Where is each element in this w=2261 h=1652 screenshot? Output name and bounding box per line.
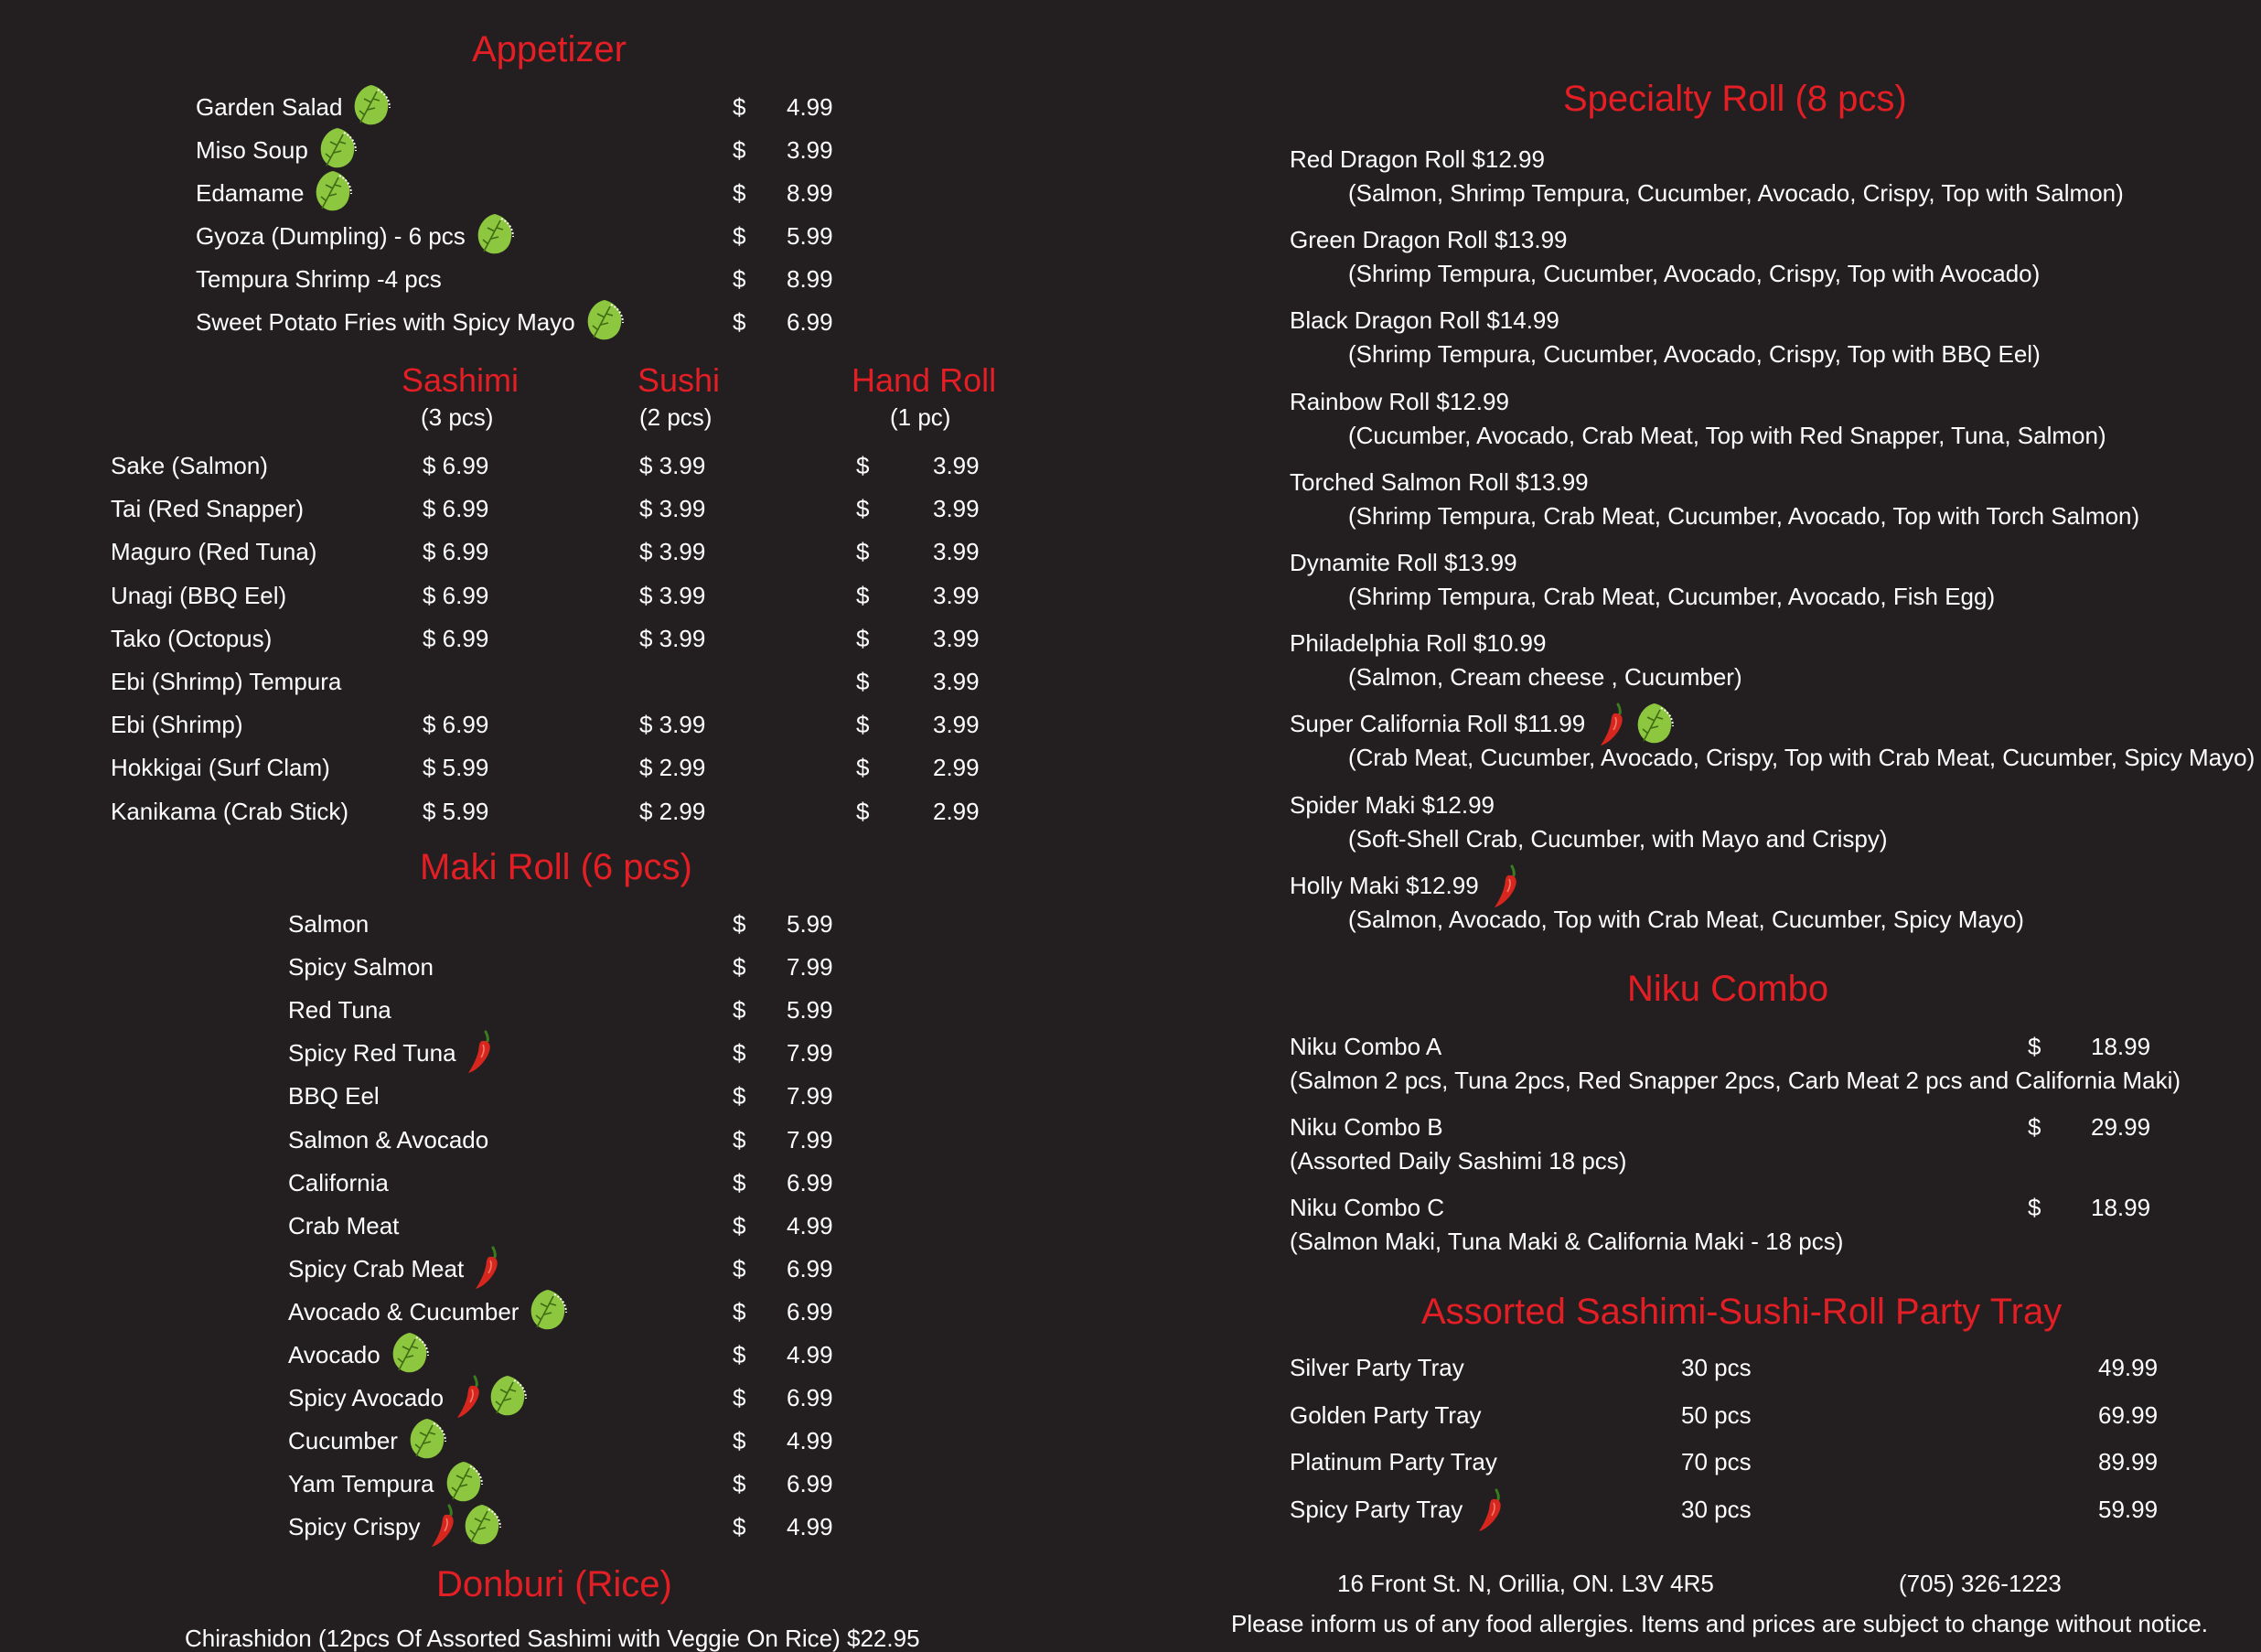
vegan-leaf-icon	[316, 125, 359, 171]
dollar-sign: $	[733, 1513, 746, 1541]
item-description: (Cucumber, Avocado, Crab Meat, Top with Red Snapper, Tuna, Salmon)	[1348, 421, 2106, 449]
vegan-leaf-icon	[442, 1459, 486, 1505]
item-description: (Salmon, Avocado, Top with Crab Meat, Cucumber, Spicy Mayo)	[1348, 905, 2024, 933]
vegan-leaf-icon	[473, 211, 517, 257]
dollar-sign: $	[733, 1297, 746, 1325]
item-name: Rainbow Roll $12.99	[1290, 387, 1509, 415]
sushi-subheading: (2 pcs)	[639, 403, 713, 431]
appetizer-heading: Appetizer	[472, 29, 627, 70]
hand-roll-price: 2.99	[933, 754, 980, 782]
tray-piece-count: 70 pcs	[1681, 1448, 1752, 1475]
dollar-sign: $	[856, 538, 870, 566]
item-price: 4.99	[787, 1341, 833, 1368]
item-name: Black Dragon Roll $14.99	[1290, 306, 1559, 335]
hand-roll-price: 3.99	[933, 711, 980, 739]
item-name: Hokkigai (Surf Clam)	[111, 754, 330, 782]
item-price: 4.99	[787, 1211, 833, 1239]
donburi-item: Chirashidon (12pcs Of Assorted Sashimi with Veggie On Rice) $22.95	[185, 1625, 920, 1652]
item-name: Philadelphia Roll $10.99	[1290, 629, 1547, 658]
item-name: Torched Salmon Roll $13.99	[1290, 467, 1589, 496]
item-description: (Crab Meat, Cucumber, Avocado, Crispy, Top with Crab Meat, Cucumber, Spicy Mayo)	[1348, 744, 2256, 772]
chili-pepper-icon	[464, 1028, 495, 1076]
item-description: (Shrimp Tempura, Cucumber, Avocado, Crispy, Top with Avocado)	[1348, 260, 2041, 288]
item-name: Miso Soup	[196, 136, 308, 164]
item-name: Spicy Red Tuna	[288, 1039, 456, 1067]
item-description: (Salmon Maki, Tuna Maki & California Maki - 18 pcs)	[1290, 1228, 1844, 1255]
item-name: Spicy Crispy	[288, 1513, 421, 1541]
item-name: Sake (Salmon)	[111, 452, 268, 479]
item-price: 6.99	[787, 1384, 833, 1412]
item-name: Kanikama (Crab Stick)	[111, 797, 349, 825]
item-name: Spider Maki $12.99	[1290, 790, 1495, 819]
dollar-sign: $	[733, 996, 746, 1024]
item-name: Edamame	[196, 179, 305, 207]
item-name: Spicy Crab Meat	[288, 1254, 465, 1282]
dollar-sign: $	[733, 1168, 746, 1196]
item-price: 7.99	[787, 1125, 833, 1153]
dollar-sign: $	[2028, 1033, 2041, 1060]
item-name: Tempura Shrimp -4 pcs	[196, 265, 442, 293]
item-price: 49.99	[2098, 1354, 2159, 1381]
chili-pepper-icon	[427, 1502, 458, 1550]
vegan-leaf-icon	[486, 1373, 530, 1419]
sashimi-heading: Sashimi	[402, 361, 520, 399]
item-name: Cucumber	[288, 1427, 398, 1455]
sushi-price: $ 3.99	[639, 538, 706, 566]
item-name: Crab Meat	[288, 1211, 400, 1239]
dollar-sign: $	[733, 136, 746, 164]
item-name: Red Dragon Roll $12.99	[1290, 145, 1545, 173]
item-name: Tai (Red Snapper)	[111, 495, 304, 523]
item-description: (Salmon, Cream cheese , Cucumber)	[1348, 663, 1742, 692]
tray-piece-count: 30 pcs	[1681, 1354, 1752, 1381]
dollar-sign: $	[856, 668, 870, 695]
item-price: 5.99	[787, 996, 833, 1024]
dollar-sign: $	[733, 1254, 746, 1282]
vegan-leaf-icon	[405, 1416, 449, 1462]
item-price: 6.99	[787, 1470, 833, 1498]
dollar-sign: $	[733, 1039, 746, 1067]
item-name: Tako (Octopus)	[111, 624, 273, 652]
chili-pepper-icon	[471, 1244, 502, 1292]
chili-pepper-icon	[1474, 1486, 1506, 1534]
restaurant-phone: (705) 326-1223	[1899, 1570, 2062, 1597]
dollar-sign: $	[733, 1427, 746, 1455]
item-name: Green Dragon Roll $13.99	[1290, 226, 1568, 254]
hand-roll-subheading: (1 pc)	[890, 403, 951, 431]
hand-roll-price: 3.99	[933, 538, 980, 566]
sushi-price: $ 3.99	[639, 495, 706, 523]
item-name: Platinum Party Tray	[1290, 1448, 1497, 1475]
dollar-sign: $	[856, 711, 870, 739]
hand-roll-price: 3.99	[933, 495, 980, 523]
dollar-sign: $	[733, 179, 746, 207]
dollar-sign: $	[856, 797, 870, 825]
item-name: Niku Combo A	[1290, 1033, 1442, 1060]
tray-piece-count: 50 pcs	[1681, 1400, 1752, 1429]
sashimi-price: $ 6.99	[423, 452, 489, 479]
item-name: Red Tuna	[288, 996, 391, 1024]
item-name: Spicy Salmon	[288, 953, 434, 982]
dollar-sign: $	[733, 953, 746, 982]
sashimi-subheading: (3 pcs)	[421, 403, 494, 431]
allergy-notice: Please inform us of any food allergies. Items and prices are subject to change without notice.	[1231, 1610, 2209, 1637]
chili-pepper-icon	[1596, 701, 1627, 748]
niku-heading: Niku Combo	[1627, 969, 1829, 1009]
vegan-leaf-icon	[388, 1330, 432, 1376]
item-price: 29.99	[2091, 1113, 2151, 1141]
maki-heading: Maki Roll (6 pcs)	[420, 847, 692, 887]
sashimi-price: $ 5.99	[423, 754, 489, 782]
item-price: 5.99	[787, 910, 833, 938]
specialty-heading: Specialty Roll (8 pcs)	[1563, 79, 1907, 119]
vegan-leaf-icon	[460, 1502, 504, 1548]
vegan-leaf-icon	[526, 1287, 570, 1333]
item-name: Avocado & Cucumber	[288, 1297, 520, 1325]
item-name: Niku Combo C	[1290, 1194, 1445, 1221]
item-price: 7.99	[787, 1039, 833, 1067]
sushi-price: $ 3.99	[639, 452, 706, 479]
dollar-sign: $	[856, 495, 870, 523]
item-price: 69.99	[2098, 1400, 2159, 1429]
dollar-sign: $	[856, 754, 870, 782]
item-description: (Soft-Shell Crab, Cucumber, with Mayo and Crispy)	[1348, 824, 1888, 853]
item-description: (Shrimp Tempura, Crab Meat, Cucumber, Avocado, Top with Torch Salmon)	[1348, 501, 2140, 530]
item-name: Holly Maki $12.99	[1290, 871, 1479, 899]
vegan-leaf-icon	[583, 297, 627, 343]
hand-roll-price: 3.99	[933, 668, 980, 695]
sashimi-price: $ 6.99	[423, 495, 489, 523]
sushi-price: $ 3.99	[639, 711, 706, 739]
item-price: 89.99	[2098, 1448, 2159, 1475]
item-name: Spicy Party Tray	[1290, 1495, 1463, 1523]
hand-roll-heading: Hand Roll	[852, 361, 997, 399]
item-price: 8.99	[787, 265, 833, 293]
item-price: 7.99	[787, 953, 833, 982]
item-price: 6.99	[787, 1168, 833, 1196]
item-name: Spicy Avocado	[288, 1384, 445, 1412]
dollar-sign: $	[2028, 1113, 2041, 1141]
dollar-sign: $	[2028, 1194, 2041, 1221]
dollar-sign: $	[733, 265, 746, 293]
donburi-heading: Donburi (Rice)	[436, 1564, 672, 1604]
hand-roll-price: 3.99	[933, 452, 980, 479]
item-price: 4.99	[787, 93, 833, 121]
sushi-price: $ 2.99	[639, 797, 706, 825]
item-description: (Shrimp Tempura, Crab Meat, Cucumber, Avocado, Fish Egg)	[1348, 583, 1996, 610]
dollar-sign: $	[733, 1470, 746, 1498]
dollar-sign: $	[733, 1341, 746, 1368]
item-name: Silver Party Tray	[1290, 1354, 1464, 1381]
item-name: Ebi (Shrimp) Tempura	[111, 668, 342, 695]
item-name: Niku Combo B	[1290, 1113, 1443, 1141]
dollar-sign: $	[856, 624, 870, 652]
restaurant-address: 16 Front St. N, Orillia, ON. L3V 4R5	[1337, 1570, 1714, 1597]
item-price: 6.99	[787, 1254, 833, 1282]
item-price: 3.99	[787, 136, 833, 164]
party-tray-heading: Assorted Sashimi-Sushi-Roll Party Tray	[1421, 1292, 2063, 1332]
item-price: 7.99	[787, 1082, 833, 1110]
item-name: Salmon	[288, 910, 370, 938]
tray-piece-count: 30 pcs	[1681, 1495, 1752, 1523]
vegan-leaf-icon	[349, 82, 393, 128]
item-price: 18.99	[2091, 1194, 2151, 1221]
dollar-sign: $	[733, 1384, 746, 1412]
dollar-sign: $	[733, 910, 746, 938]
sashimi-price: $ 6.99	[423, 538, 489, 566]
item-name: Sweet Potato Fries with Spicy Mayo	[196, 308, 575, 336]
item-name: Garden Salad	[196, 93, 343, 121]
sashimi-price: $ 6.99	[423, 581, 489, 609]
item-name: Golden Party Tray	[1290, 1400, 1482, 1429]
dollar-sign: $	[733, 1125, 746, 1153]
chili-pepper-icon	[453, 1373, 484, 1421]
dollar-sign: $	[733, 93, 746, 121]
item-description: (Salmon, Shrimp Tempura, Cucumber, Avocado, Crispy, Top with Salmon)	[1348, 179, 2124, 207]
item-name: Unagi (BBQ Eel)	[111, 581, 287, 609]
sashimi-price: $ 5.99	[423, 797, 489, 825]
sushi-heading: Sushi	[638, 361, 721, 399]
item-price: 4.99	[787, 1427, 833, 1455]
dollar-sign: $	[856, 452, 870, 479]
item-name: California	[288, 1168, 389, 1196]
item-name: Salmon & Avocado	[288, 1125, 489, 1153]
item-name: Super California Roll $11.99	[1290, 710, 1586, 738]
dollar-sign: $	[733, 1082, 746, 1110]
chili-pepper-icon	[1490, 863, 1521, 910]
item-name: Dynamite Roll $13.99	[1290, 549, 1517, 576]
item-price: 5.99	[787, 222, 833, 250]
item-price: 18.99	[2091, 1033, 2151, 1060]
item-price: 6.99	[787, 308, 833, 336]
item-price: 59.99	[2098, 1495, 2159, 1523]
sushi-price: $ 2.99	[639, 754, 706, 782]
item-price: 6.99	[787, 1297, 833, 1325]
item-name: Ebi (Shrimp)	[111, 711, 243, 739]
vegan-leaf-icon	[1633, 701, 1677, 746]
item-description: (Salmon 2 pcs, Tuna 2pcs, Red Snapper 2pcs, Carb Meat 2 pcs and California Maki)	[1290, 1067, 2181, 1094]
dollar-sign: $	[733, 1211, 746, 1239]
item-name: BBQ Eel	[288, 1082, 380, 1110]
item-description: (Shrimp Tempura, Cucumber, Avocado, Crispy, Top with BBQ Eel)	[1348, 340, 2041, 369]
item-name: Avocado	[288, 1341, 380, 1368]
hand-roll-price: 3.99	[933, 624, 980, 652]
dollar-sign: $	[733, 308, 746, 336]
hand-roll-price: 3.99	[933, 581, 980, 609]
item-description: (Assorted Daily Sashimi 18 pcs)	[1290, 1147, 1627, 1175]
sashimi-price: $ 6.99	[423, 711, 489, 739]
item-name: Gyoza (Dumpling) - 6 pcs	[196, 222, 466, 250]
vegan-leaf-icon	[311, 168, 355, 214]
hand-roll-price: 2.99	[933, 797, 980, 825]
sashimi-price: $ 6.99	[423, 624, 489, 652]
dollar-sign: $	[733, 222, 746, 250]
sushi-price: $ 3.99	[639, 624, 706, 652]
item-price: 8.99	[787, 179, 833, 207]
item-price: 4.99	[787, 1513, 833, 1541]
dollar-sign: $	[856, 581, 870, 609]
sushi-price: $ 3.99	[639, 581, 706, 609]
item-name: Yam Tempura	[288, 1470, 434, 1498]
item-name: Maguro (Red Tuna)	[111, 538, 317, 566]
